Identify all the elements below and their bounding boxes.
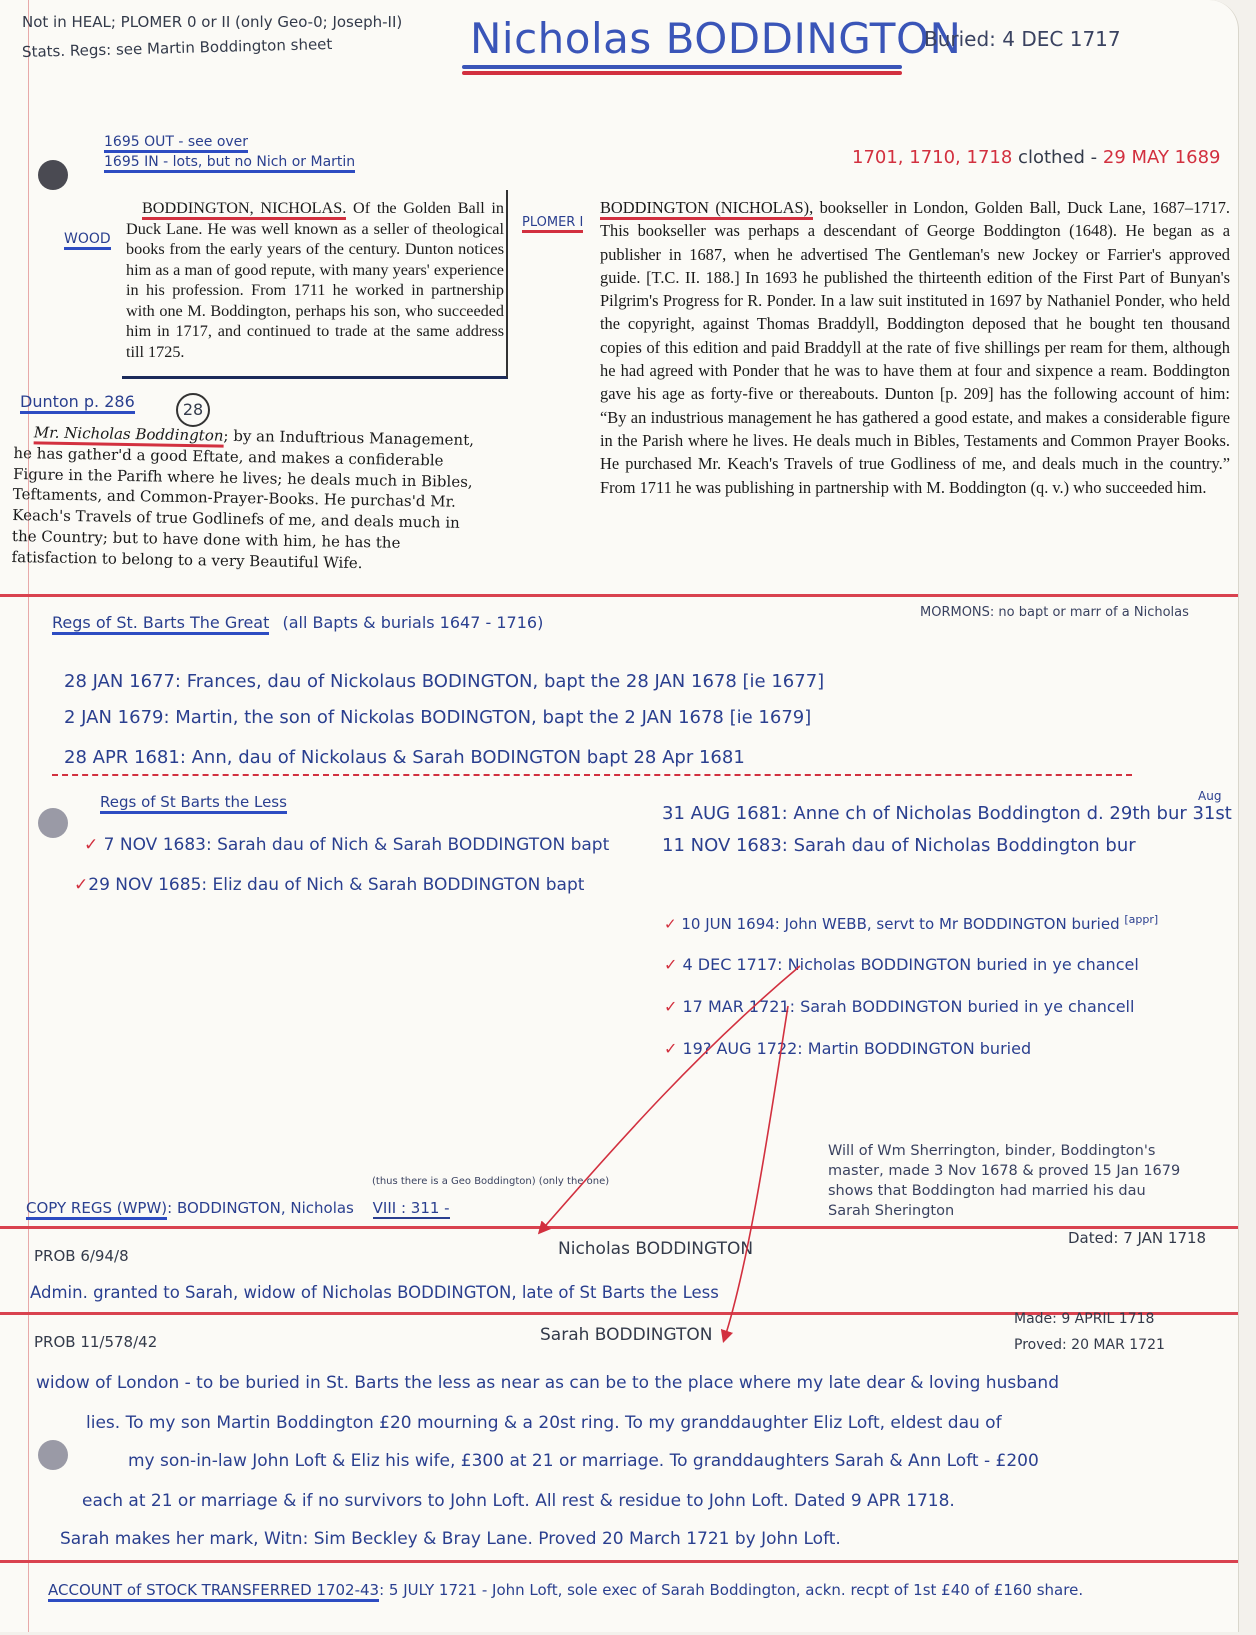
- prob11-made: Made: 9 APRIL 1718: [1014, 1311, 1155, 1327]
- account-entry: ACCOUNT of STOCK TRANSFERRED 1702-43: 5 JULY 1721 - John Loft, sole exec of Sarah Boddington, ackn. recpt of 1st £40 of £160 share.: [48, 1582, 1083, 1599]
- wood-label: WOOD: [64, 231, 111, 250]
- mormons-note: MORMONS: no bapt or marr of a Nicholas: [920, 605, 1189, 620]
- plomer-clipping: BODDINGTON (NICHOLAS), bookseller in London, Golden Ball, Duck Lane, 1687–1717. This bookseller was perhaps a descendant of George Boddington (1648). He began as a publisher in 1687, when he advertised The Gentleman's new Jockey or Farrier's approved guide. [T.C. II. 188.] In 1693 he published the thirteenth edition of the First Part of Bunyan's Pilgrim's Progress for R. Ponder. In a law suit instituted in 1697 by Nathaniel Ponder, who held the copyright, against Thomas Braddyll, Boddington deposed that he bought ten thousand copies of this edition and paid Braddyll at the rate of five shillings per ream for them, although he had agreed with Ponder that he was to have them at four and sixpence a ream. Boddington gave his age as forty-five or thereabouts. Dunton [p. 209] has the following account of him: “By an industrious management he has gathered a good estate, and makes a considerable figure in the Parish where he lives. He deals much in Bibles, Testaments and Common Prayer Books. He purchased Mr. Keach's Travels of true Godliness of me, and deals much in the country.” From 1711 he was publishing in partnership with M. Boddington (q. v.) who succeeded him.: [600, 198, 1230, 497]
- buried-date: Buried: 4 DEC 1717: [924, 27, 1121, 51]
- dunton-label: Dunton p. 286: [20, 392, 135, 414]
- arrow-to-prob11: [724, 1006, 788, 1340]
- regs-less-entry: ✓29 NOV 1685: Eliz dau of Nich & Sarah BODDINGTON bapt: [74, 875, 585, 895]
- prob11-line: Sarah makes her mark, Witn: Sim Beckley & Bray Lane. Proved 20 March 1721 by John Loft.: [60, 1529, 841, 1549]
- regs-great-entry: 28 APR 1681: Ann, dau of Nickolaus & Sarah BODINGTON bapt 28 Apr 1681: [64, 747, 745, 768]
- will-note-line: Sarah Sherington: [828, 1203, 955, 1219]
- prob11-line: each at 21 or marriage & if no survivors to John Loft. All rest & residue to John Loft. Dated 9 APR 1718.: [82, 1491, 955, 1511]
- prob6-text: Admin. granted to Sarah, widow of Nicholas BODDINGTON, late of St Barts the Less: [30, 1283, 719, 1302]
- prob6-name: Nicholas BODDINGTON: [558, 1239, 754, 1259]
- prob11-line: widow of London - to be buried in St. Barts the less as near as can be to the place where my late dear & loving husband: [36, 1373, 1059, 1393]
- regs-less-burial: 11 NOV 1683: Sarah dau of Nicholas Boddington bur: [662, 835, 1136, 856]
- burial-entry: ✓ 10 JUN 1694: John WEBB, servt to Mr BODDINGTON buried [appr]: [664, 913, 1159, 933]
- prob6-ref: PROB 6/94/8: [34, 1247, 129, 1265]
- arrow-to-prob6: [540, 966, 800, 1232]
- regs-less-heading: Regs of St Barts the Less: [100, 793, 287, 814]
- burial-entry: ✓ 4 DEC 1717: Nicholas BODDINGTON buried in ye chancel: [664, 955, 1139, 974]
- burial-entry: ✓ 19? AUG 1722: Martin BODDINGTON buried: [664, 1039, 1032, 1058]
- copy-regs-note: (thus there is a Geo Boddington) (only the one): [372, 1176, 610, 1187]
- will-note-line: shows that Boddington had married his dau: [828, 1183, 1146, 1199]
- prob11-line: lies. To my son Martin Boddington £20 mourning & a 20st ring. To my granddaughter Eliz Loft, eldest dau of: [86, 1413, 1002, 1433]
- clothed-note: 1701, 1710, 1718 clothed - 29 MAY 1689: [852, 147, 1221, 168]
- will-note-line: master, made 3 Nov 1678 & proved 15 Jan 1679: [828, 1163, 1181, 1179]
- copy-regs: COPY REGS (WPW): BODDINGTON, Nicholas VIII : 311 -: [26, 1200, 450, 1217]
- page-title: Nicholas BODDINGTON: [470, 14, 962, 63]
- prob11-line: my son-in-law John Loft & Eliz his wife, £300 at 21 or marriage. To granddaughters Sarah & Ann Loft - £200: [128, 1451, 1039, 1471]
- burial-entry: ✓ 17 MAR 1721: Sarah BODDINGTON buried in ye chancell: [664, 997, 1135, 1016]
- will-note-line: Will of Wm Sherrington, binder, Boddington's: [828, 1143, 1156, 1159]
- note-1695-out: 1695 OUT - see over: [104, 134, 248, 153]
- prob11-ref: PROB 11/578/42: [34, 1333, 158, 1351]
- regs-less-burial: 31 AUG 1681: Anne ch of Nicholas Boddington d. 29th bur 31st: [662, 803, 1232, 824]
- prob6-dated: Dated: 7 JAN 1718: [1068, 1229, 1207, 1247]
- prob11-proved: Proved: 20 MAR 1721: [1014, 1337, 1165, 1353]
- regs-great-heading: Regs of St. Barts The Great (all Bapts & burials 1647 - 1716): [52, 614, 543, 632]
- dunton-number: 28: [176, 393, 210, 427]
- regs-great-entry: 28 JAN 1677: Frances, dau of Nickolaus BODINGTON, bapt the 28 JAN 1678 [ie 1677]: [64, 671, 825, 692]
- aug-note: Aug: [1198, 789, 1222, 803]
- dunton-clipping: Mr. Nicholas Boddington; by an Induftrious Management, he has gather'd a good Eftate, and makes a confiderable Figure in the Parifh where he lives; he deals much in Bibles, Teftaments, and Common-Prayer-Books. He purchas'd Mr. Keach's Travels of true Godlinefs of me, and deals much in the Country; but to have done with him, he has the fatisfaction to belong to a very Beautiful Wife.: [11, 423, 475, 572]
- regs-great-entry: 2 JAN 1679: Martin, the son of Nickolas BODINGTON, bapt the 2 JAN 1678 [ie 1679]: [64, 707, 812, 728]
- prob11-name: Sarah BODDINGTON: [540, 1325, 713, 1345]
- note-1695-in: 1695 IN - lots, but no Nich or Martin: [104, 154, 355, 173]
- header-note-2: Stats. Regs: see Martin Boddington sheet: [21, 34, 333, 62]
- wood-clipping: BODDINGTON, NICHOLAS. Of the Golden Ball in Duck Lane. He was well known as a seller of theological books from the early years of the century. Dunton notices him as a man of good repute, with many years' experience in his profession. From 1711 he worked in partnership with one M. Boddington, perhaps his son, who succeeded him in 1717, and continued to trade at the same address till 1725.: [126, 199, 505, 361]
- header-note-1: Not in HEAL; PLOMER 0 or II (only Geo-0; Joseph-II): [22, 13, 403, 31]
- plomer-label: PLOMER I: [522, 215, 583, 233]
- regs-less-entry: ✓ 7 NOV 1683: Sarah dau of Nich & Sarah BODDINGTON bapt: [84, 835, 610, 855]
